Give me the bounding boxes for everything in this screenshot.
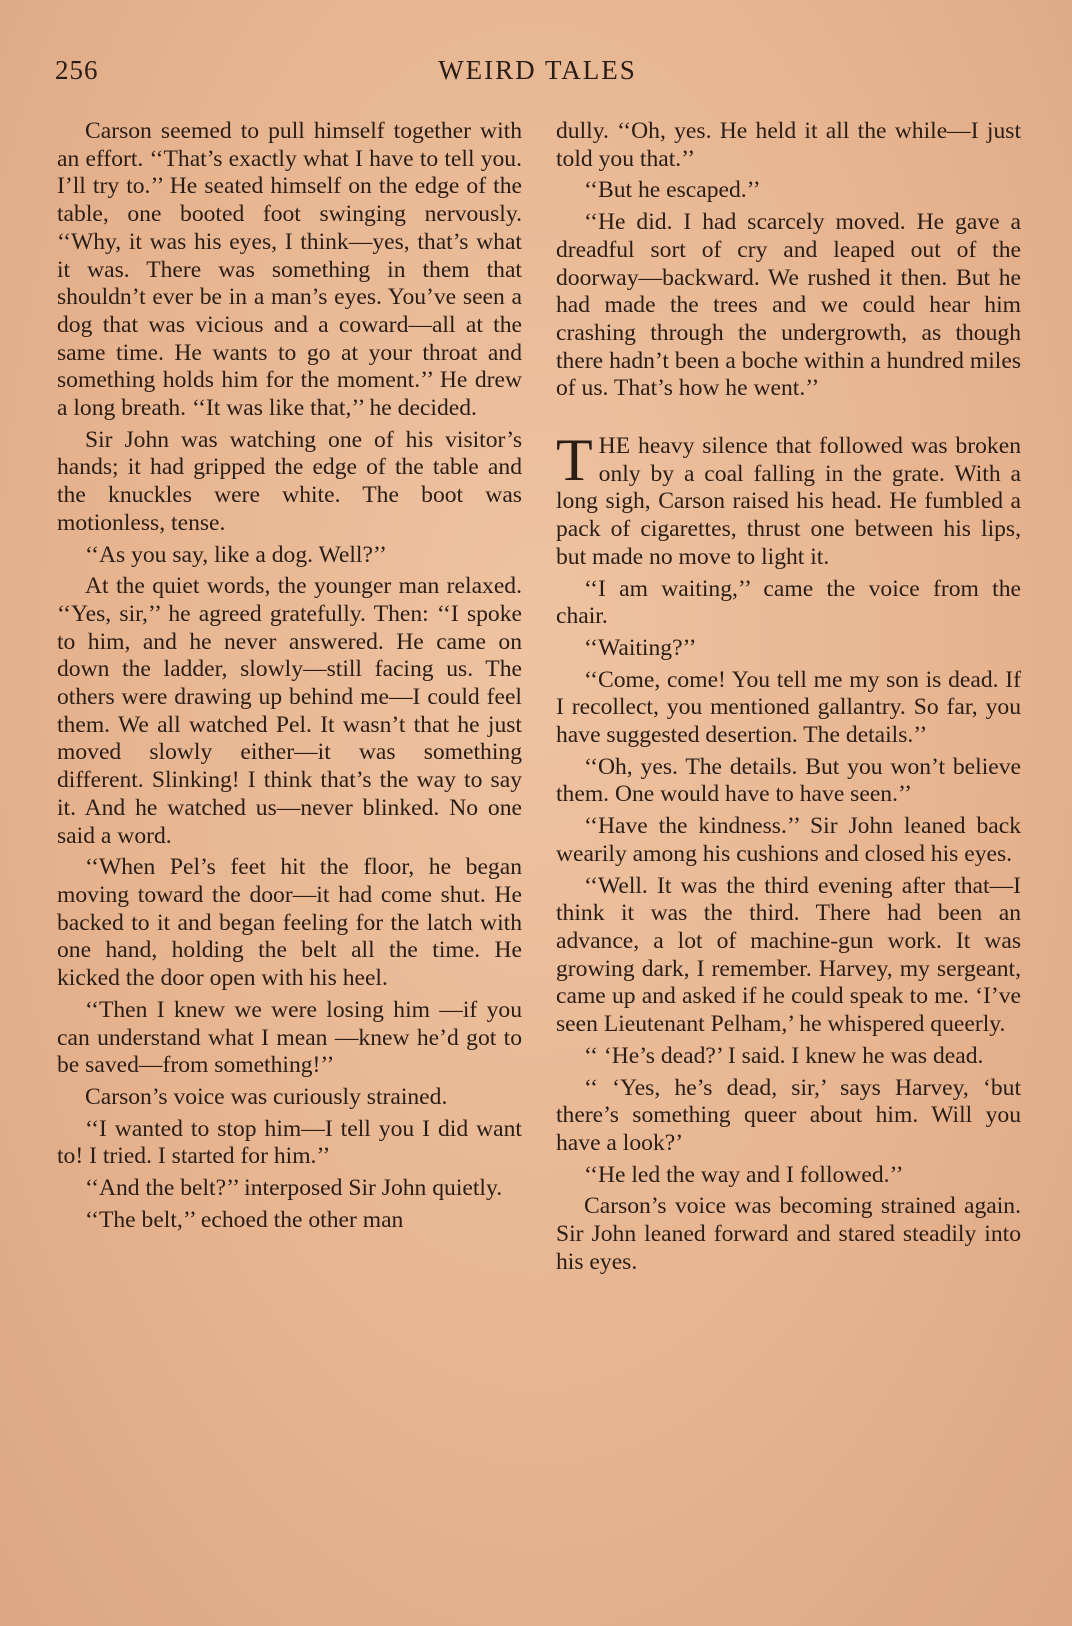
section-opening-paragraph [556, 427, 1021, 572]
drop-cap: T [556, 427, 593, 494]
paragraph: ‘‘And the belt?’’ interposed Sir John quietly. [85, 1175, 503, 1202]
paragraph: Sir John was watching one of his visitor’s hands; it had gripped the edge of the table and the knuckles were white. The boot was motionless, tense. [57, 426, 522, 536]
right-column [556, 118, 1021, 1280]
paragraph: Carson’s voice was becoming strained again. Sir John leaned forward and stared steadily into his eyes. [556, 1193, 1021, 1275]
paragraph: ‘‘Waiting?’’ [584, 634, 697, 661]
paragraph: ‘‘As you say, like a dog. Well?’’ [85, 541, 387, 568]
left-column [57, 118, 522, 1238]
paragraph: dully. ‘‘Oh, yes. He held it all the while—I just told you that.’’ [556, 118, 1021, 172]
paragraph: ‘‘ ‘Yes, he’s dead, sir,’ says Harvey, ‘but there’s something queer about him. Will you have a look?’ [556, 1074, 1021, 1156]
section-break [556, 407, 1021, 433]
paragraph: ‘‘He led the way and I followed.’’ [584, 1161, 904, 1188]
section-text: heavy silence that followed was broken only by a coal falling in the grate. With a long sigh, Carson raised his head. He fumbled a pack of cigarettes, thrust one between his lips, but made no move to light it. [556, 433, 1021, 570]
paragraph: ‘‘The belt,’’ echoed the other man [85, 1206, 404, 1233]
paragraph: ‘‘When Pel’s feet hit the floor, he began moving toward the door—it had come shut. He backed to it and began feeling for the latch with one hand, holding the belt all the time. He kicked the door open with his heel. [57, 854, 522, 992]
paragraph: ‘‘But he escaped.’’ [584, 177, 761, 204]
paragraph: ‘‘ ‘He’s dead?’ I said. I knew he was dead. [584, 1042, 984, 1069]
paragraph: ‘‘Then I knew we were losing him —if you can understand what I mean —knew he’d got to be saved—from something!’’ [57, 996, 522, 1079]
paragraph: Carson’s voice was curiously strained. [85, 1083, 448, 1110]
paragraph: ‘‘Well. It was the third evening after that—I think it was the third. There had been an advance, a lot of machine-gun work. It was growing dark, I remember. Harvey, my sergeant, came up and asked if he could speak to me. ‘I’ve seen Lieutenant Pelham,’ he whispered queerly. [556, 872, 1021, 1038]
paragraph: Carson seemed to pull himself together with an effort. ‘‘That’s exactly what I have to tell you. I’ll try to.’’ He seated himself on the edge of the table, one booted foot swinging nervously. ‘‘Why, it was his eyes, I think—yes, that’s what it was. There was something in them that shouldn’t ever be in a man’s eyes. You’ve seen a dog that was vicious and a coward—all at the same time. He wants to go at your throat and something holds him for the moment.’’ He drew a long breath. ‘‘It was like that,’’ he decided. [57, 118, 522, 422]
magazine-title: WEIRD TALES [438, 55, 637, 85]
paragraph: ‘‘He did. I had scarcely moved. He gave a dreadful sort of cry and leaped out of the doorway—backward. We rushed it then. But he had made the trees and we could hear him crashing through the undergrowth, as though there hadn’t been a boche within a hundred miles of us. That’s how he went.’’ [556, 209, 1021, 402]
paragraph: ‘‘I am waiting,’’ came the voice from the chair. [556, 575, 1021, 630]
page-header [55, 50, 1020, 90]
paragraph: ‘‘Come, come! You tell me my son is dead. If I recollect, you mentioned gallantry. So far, you have suggested desertion. The details.’’ [556, 666, 1021, 749]
small-caps-lead: HE [598, 433, 631, 460]
paragraph: ‘‘I wanted to stop him—I tell you I did want to! I tried. I started for him.’’ [57, 1115, 522, 1170]
page-number: 256 [55, 55, 99, 85]
paragraph: ‘‘Oh, yes. The details. But you won’t believe them. One would have to have seen.’’ [556, 753, 1021, 808]
paragraph: ‘‘Have the kindness.’’ Sir John leaned back wearily among his cushions and closed his eyes. [556, 813, 1021, 867]
paragraph: At the quiet words, the younger man relaxed. ‘‘Yes, sir,’’ he agreed gratefully. Then: ‘‘I spoke to him, and he never answered. He came on down the ladder, slowly—still facing us. The others were drawing up behind me—I could feel them. We all watched Pel. It wasn’t that he just moved slowly either—it was something different. Slinking! I think that’s the way to say it. And he watched us—never blinked. No one said a word. [57, 573, 522, 849]
